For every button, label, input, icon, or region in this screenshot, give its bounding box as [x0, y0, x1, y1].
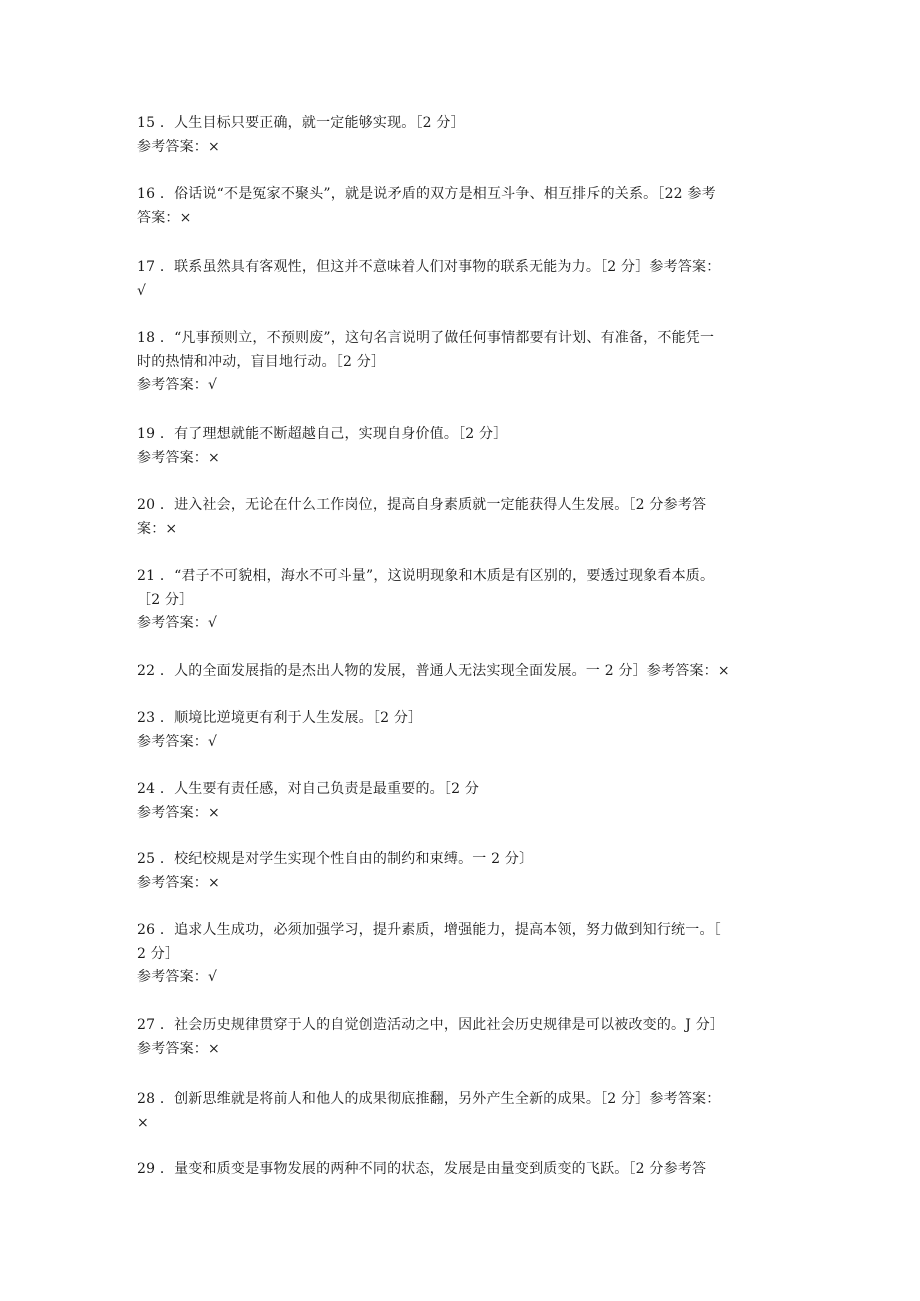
answer-text: 参考答案：× — [137, 874, 220, 891]
answer-text: √ — [137, 282, 147, 299]
question-text: 23 ．顺境比逆境更有利于人生发展。［2 分］ — [137, 710, 423, 726]
answer-text: 参考答案：√ — [137, 377, 218, 393]
question-text: 25 ．校纪校规是对学生实现个性自由的制约和束缚。一 2 分〕 — [137, 851, 534, 867]
question-text: 24 ．人生要有责任感，对自己负责是最重要的。［2 分 — [137, 781, 480, 797]
question-text: 20 ．进入社会，无论在什么工作岗位，提高自身素质就一定能获得人生发展。［2 分参考答 — [137, 497, 707, 513]
question-24 — [137, 778, 785, 825]
answer-text: 参考答案：× — [137, 1040, 220, 1057]
question-text: 21 ．“君子不可貌相，海水不可斗量”，这说明现象和木质是有区别的，要透过现象看本质。 — [137, 568, 715, 584]
question-27 — [137, 1014, 785, 1061]
question-text: 15 ．人生目标只要正确，就一定能够实现。［2 分］ — [137, 115, 465, 131]
question-text: 19 ．有了理想就能不断超越自己，实现自身价值。［2 分］ — [137, 426, 508, 442]
answer-text: × — [137, 1114, 149, 1131]
question-25 — [137, 848, 785, 895]
question-text: 27 ．社会历史规律贯穿于人的自觉创造活动之中，因此社会历史规律是可以被改变的。J 分］ — [137, 1017, 725, 1033]
question-28 — [137, 1088, 785, 1135]
question-text-cont: ［2 分］ — [137, 591, 194, 608]
question-23 — [137, 707, 785, 754]
question-text: 28 ．创新思维就是将前人和他人的成果彻底推翻，另外产生全新的成果。［2 分］参考答案： — [137, 1091, 721, 1107]
question-text-cont: 时的热情和冲动，盲目地行动。［2 分］ — [137, 353, 386, 370]
answer-text: 参考答案：× — [137, 138, 220, 155]
question-18 — [137, 327, 785, 398]
question-text: 22 ．人的全面发展指的是杰出人物的发展，普通人无法实现全面发展。一 2 分］参考答案：× — [137, 663, 730, 679]
answer-text: 参考答案：√ — [137, 733, 218, 750]
question-17 — [137, 256, 785, 303]
question-text: 26 ．追求人生成功，必须加强学习，提升素质，增强能力，提高本领，努力做到知行统一。［ — [137, 922, 721, 938]
answer-text: 参考答案：√ — [137, 615, 218, 631]
question-text: 29 ．量变和质变是事物发展的两种不同的状态，发展是由量变到质变的飞跃。［2 分参考答 — [137, 1161, 707, 1177]
question-text: 16 ．俗话说“不是冤家不聚头”，就是说矛盾的双方是相互斗争、相互排斥的关系。［22 参考 — [137, 186, 716, 202]
question-29 — [137, 1158, 785, 1182]
question-15 — [137, 112, 785, 159]
question-22 — [137, 660, 785, 684]
question-text-cont: 2 分］ — [137, 945, 180, 962]
answer-text: 参考答案：√ — [137, 969, 218, 985]
question-text: 17 ．联系虽然具有客观性，但这并不意味着人们对事物的联系无能为力。［2 分］参考答案： — [137, 259, 721, 275]
answer-text: 案：× — [137, 520, 178, 537]
question-21 — [137, 565, 785, 636]
question-19 — [137, 423, 785, 470]
answer-text: 答案：× — [137, 209, 192, 226]
question-20 — [137, 494, 785, 541]
answer-text: 参考答案：× — [137, 449, 220, 466]
answer-text: 参考答案：× — [137, 804, 220, 821]
question-text: 18 ．“凡事预则立，不预则废”，这句名言说明了做任何事情都要有计划、有准备，不能凭一 — [137, 330, 715, 346]
question-16 — [137, 183, 785, 230]
question-26 — [137, 919, 785, 990]
